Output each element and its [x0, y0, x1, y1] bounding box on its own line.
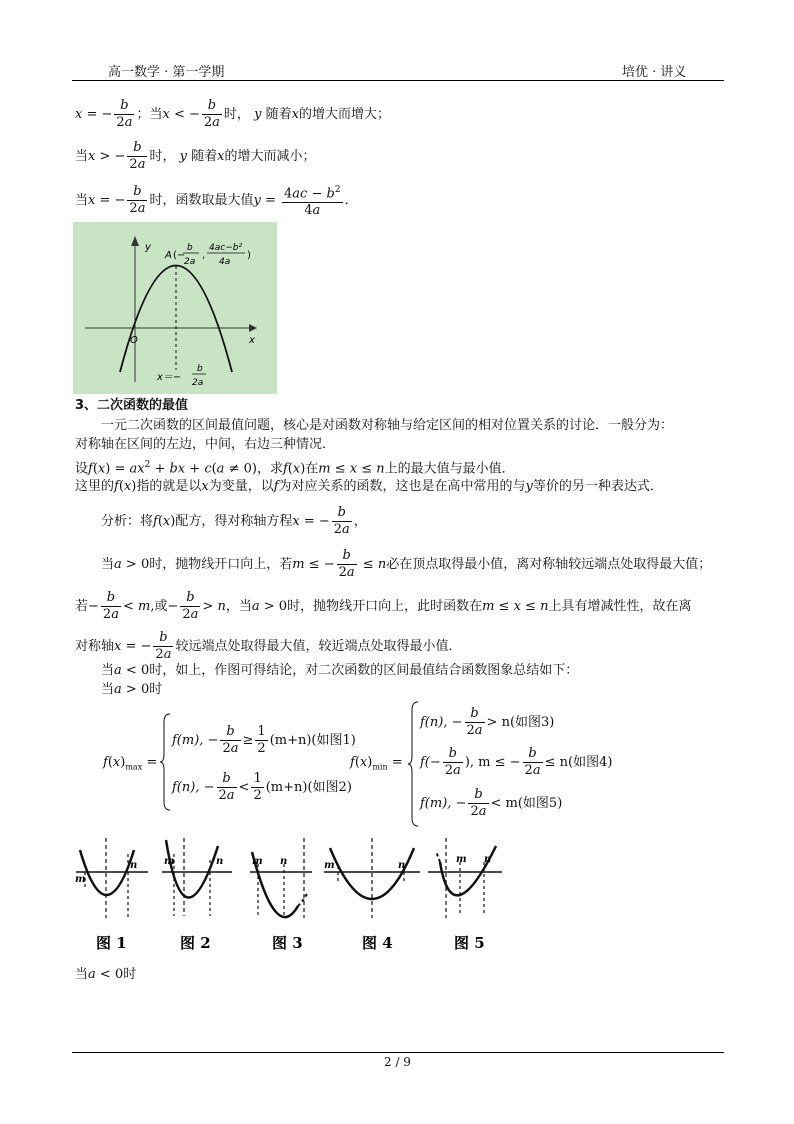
section-heading: 3、二次函数的最值 — [75, 398, 189, 413]
parabola-graph — [73, 222, 277, 394]
fig1-caption: 图 1 — [96, 934, 127, 952]
fig1-n: n — [130, 860, 138, 871]
min-brace — [408, 700, 420, 828]
x-axis-label: x — [249, 335, 255, 346]
fig4-m: m — [324, 860, 335, 871]
fig3-n: n — [280, 856, 288, 867]
fig3-caption: 图 3 — [272, 934, 303, 952]
text-line-3: 当x = − $\frac{b}{2a}$ 时，函数取最大值y = $\frac{4ac - b^2}{4a}$ ． — [75, 182, 358, 219]
text-line-1: x = − $\frac{b}{2a}$ ；当x < − $\frac{b}{2a}$ 时， y 随着x的增大而增大； — [75, 98, 390, 130]
figure-3 — [250, 838, 312, 952]
svg-text:4ac−b²: 4ac−b² — [209, 243, 243, 253]
paragraph-2: 对称轴在区间的左边，中间，右边三种情况． — [75, 437, 336, 452]
fig3-m: m — [252, 856, 263, 867]
max-case-1: f(m), − $\frac{b}{2a}$ ≥ $\frac{1}{2}$ (m+n)(如图1) — [172, 724, 356, 756]
svg-text:2a: 2a — [184, 257, 196, 267]
paragraph-6: 当a > 0时，抛物线开口向上，若m ≤ − $\frac{b}{2a}$ ≤ n必在顶点取得最小值，离对称轴较远端点处取得最大值； — [101, 548, 712, 580]
header-right: 培优 · 讲义 — [622, 65, 687, 80]
fig4-n: n — [398, 860, 406, 871]
y-axis-label: y — [145, 242, 151, 253]
paragraph-9: 当a < 0时，如上，作图可得结论，对二次函数的区间最值结合函数图象总结如下： — [101, 663, 579, 678]
max-brace — [160, 712, 172, 812]
svg-text:b: b — [197, 364, 203, 374]
paragraph-1: 一元二次函数的区间最值问题，核心是对函数对称轴与给定区间的相对位置关系的讨论．一般分为： — [101, 418, 674, 433]
min-case-1: f(n), − $\frac{b}{2a}$ > n(如图3) — [420, 706, 555, 738]
fig2-n: n — [216, 856, 224, 867]
vertex-label: A — [165, 250, 172, 261]
svg-text:b: b — [187, 243, 193, 253]
fig2-caption: 图 2 — [180, 934, 211, 952]
max-case-2: f(n), − $\frac{b}{2a}$ < $\frac{1}{2}$ (m+n)(如图2) — [172, 771, 352, 803]
fig1-m: m — [75, 874, 86, 885]
fig5-caption: 图 5 — [454, 934, 485, 952]
fig2-m: m — [164, 856, 175, 867]
paragraph-11: 当a < 0时 — [75, 967, 137, 982]
svg-text:,: , — [202, 250, 206, 261]
svg-text:(−: (− — [173, 250, 186, 261]
fmin-label: $f(x)_{min}$ = — [350, 755, 403, 772]
footer-rule — [72, 1052, 724, 1053]
fig5-n: n — [484, 854, 492, 865]
paragraph-3: 设$f(x) = ax^2$ + bx + c(a ≠ 0)，求f(x)在m ≤ x ≤ n上的最大值与最小值． — [75, 460, 515, 477]
case-figures — [72, 832, 512, 960]
min-case-3: f(m), − $\frac{b}{2a}$ < m(如图5) — [420, 787, 563, 819]
text-line-2: 当x > − $\frac{b}{2a}$ 时， y 随着x的增大而减小； — [75, 140, 316, 172]
header-rule — [72, 80, 724, 81]
header-title: 高一数学 · 第一学期 — [108, 65, 225, 80]
symmetry-axis-label: x＝− — [157, 372, 182, 383]
fig4-caption: 图 4 — [362, 934, 393, 952]
paragraph-10: 当a > 0时 — [101, 682, 163, 697]
figure-5 — [428, 838, 502, 952]
svg-text:2a: 2a — [192, 378, 204, 388]
page-number: 2 / 9 — [384, 1055, 411, 1069]
figure-1 — [75, 838, 148, 952]
origin-label: O — [130, 335, 138, 346]
min-case-2: f(− $\frac{b}{2a}$ ), m ≤ − $\frac{b}{2a}$ ≤ n(如图4) — [420, 746, 613, 778]
svg-text:4a: 4a — [219, 257, 231, 267]
paragraph-8: 对称轴x = − $\frac{b}{2a}$ 较远端点处取得最大值，较近端点处取得最小值． — [75, 630, 462, 662]
svg-text:): ) — [247, 250, 251, 261]
fmax-label: $f(x)_{max}$ = — [103, 755, 158, 772]
paragraph-7: 若− $\frac{b}{2a}$ < m,或− $\frac{b}{2a}$ > n，当a > 0时，抛物线开口向上，此时函数在m ≤ x ≤ n上具有增减性性，故在离 — [75, 590, 692, 622]
paragraph-4: 这里的f(x)指的就是以x为变量，以f为对应关系的函数，这也是在高中常用的与y等价的另一种表达式． — [75, 479, 663, 494]
figure-4 — [324, 838, 420, 952]
fig5-m: m — [456, 854, 467, 865]
figure-2 — [162, 838, 232, 952]
paragraph-5: 分析：将f(x)配方，得对称轴方程x = − $\frac{b}{2a}$ ， — [101, 505, 367, 537]
